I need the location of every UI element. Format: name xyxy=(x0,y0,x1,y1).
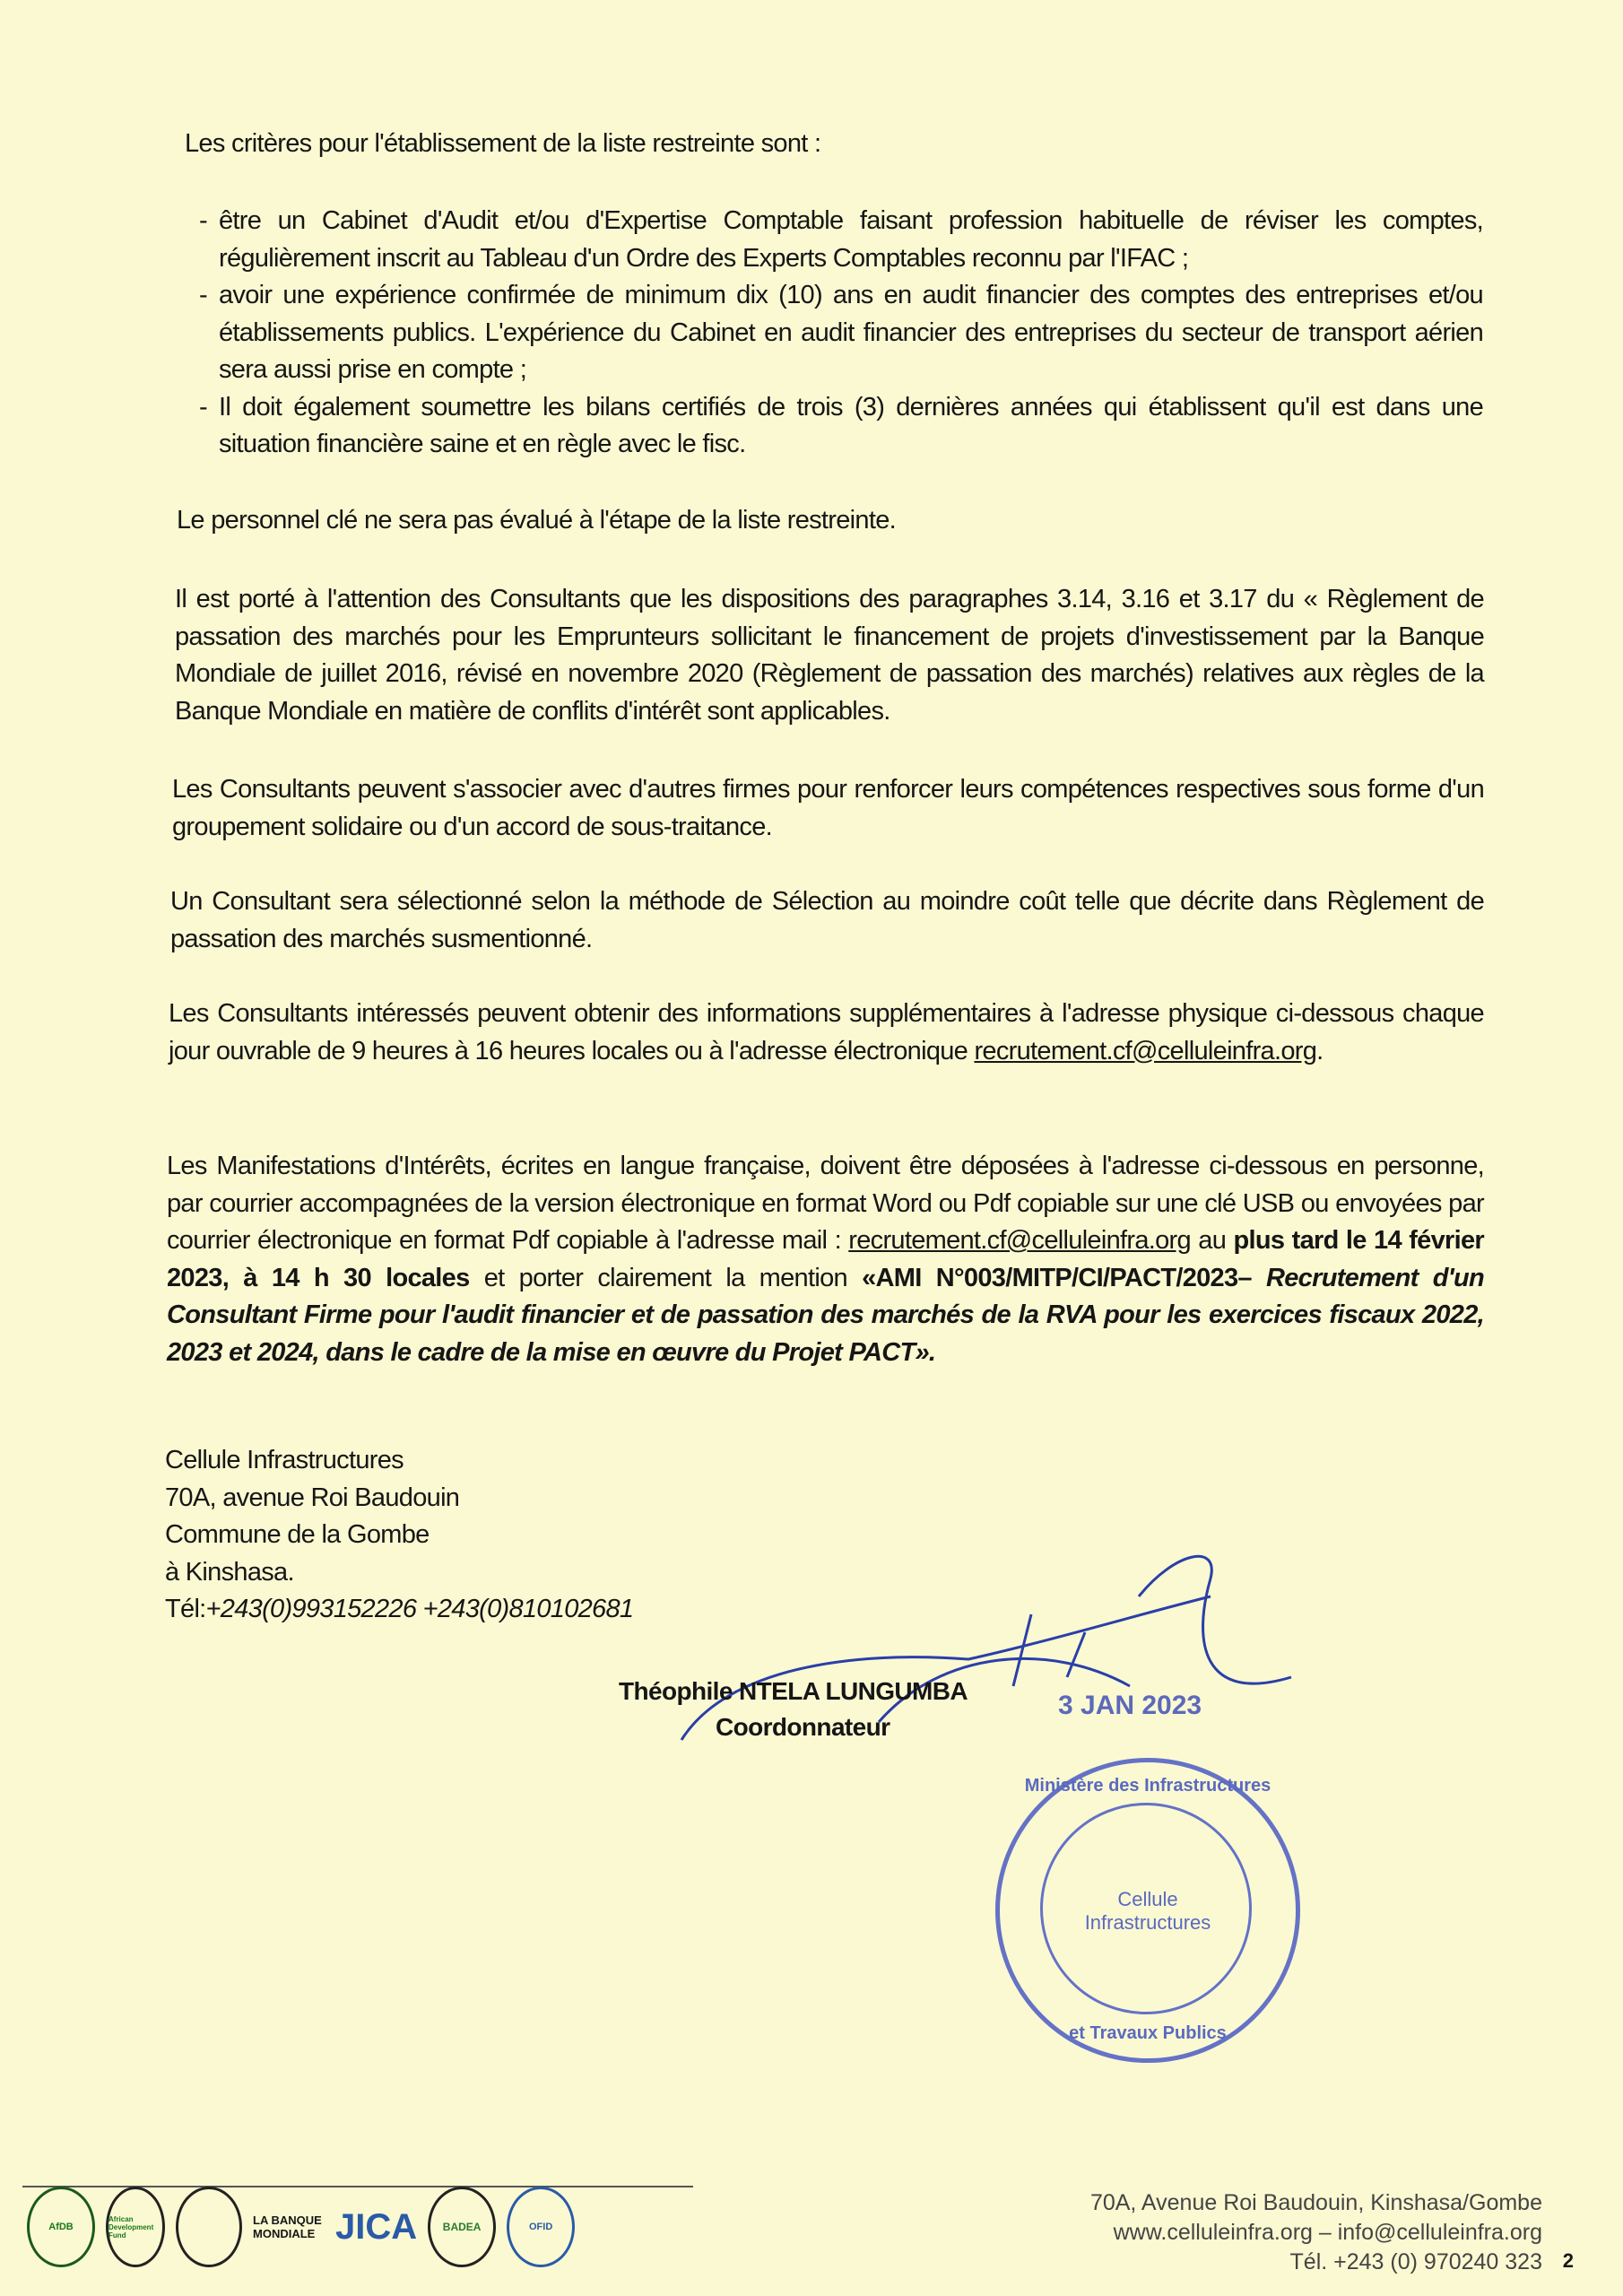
criteria-item: - Il doit également soumettre les bilans certifiés de trois (3) dernières années qui établissent qu'il est dans une situation financière saine et en règle avec le fisc. xyxy=(199,389,1483,464)
reference: «AMI N°003/MITP/CI/PACT/2023– xyxy=(862,1263,1252,1292)
submission-text: et porter clairement la mention xyxy=(469,1263,863,1292)
info-text: Les Consultants intéressés peuvent obtenir des informations supplémentaires à l'adresse physique ci-dessous chaque jour ouvrable de 9 heures à 16 heures locales ou à l'adresse électronique xyxy=(169,999,1484,1065)
paragraph-info xyxy=(169,996,1484,1070)
footer-web: www.celluleinfra.org – info@celluleinfra.org xyxy=(1113,2220,1542,2245)
afdb-logo: AfDB xyxy=(27,2187,95,2267)
submission-text: Les Manifestations d'Intérêts, écrites en langue française, doivent être déposées à l'adresse ci-dessous en personne, par courrier accompagnées de la version électronique en format Word ou Pdf copiable sur une clé USB ou envoyées par courrier électronique en format Pdf copiable à l'adresse mail : xyxy=(167,1152,1484,1255)
address-line: Commune de la Gombe xyxy=(165,1520,430,1549)
email-link[interactable]: recrutement.cf@celluleinfra.org xyxy=(848,1226,1191,1255)
footer-contact xyxy=(1090,2188,1542,2277)
partner-logos xyxy=(27,2178,575,2276)
signatory-name: Théophile NTELA LUNGUMBA xyxy=(619,1677,968,1705)
assignment-title: Recrutement d'un Consultant Firme pour l'audit financier et de passation des marchés de la RVA pour les exercices fiscaux 2022, 2023 et 2024, dans le cadre de la mise en œuvre du Projet PACT». xyxy=(167,1263,1484,1367)
ofid-logo: OFID xyxy=(507,2187,575,2267)
world-bank-globe-icon xyxy=(176,2187,242,2267)
address-block xyxy=(165,1442,633,1629)
world-bank-logo: LA BANQUE MONDIALE xyxy=(253,2213,322,2240)
criteria-item: - être un Cabinet d'Audit et/ou d'Expertise Comptable faisant profession habituelle de réviser les comptes, régulièrement inscrit au Tableau d'un Ordre des Experts Comptables reconnu par l'IFAC ; xyxy=(199,203,1483,277)
phone-line xyxy=(165,1591,633,1629)
phone-label: Tél: xyxy=(165,1595,206,1623)
signatory-title: Coordonnateur xyxy=(716,1713,890,1741)
paragraph-personnel: Le personnel clé ne sera pas évalué à l'étape de la liste restreinte. xyxy=(177,506,896,535)
deadline: plus tard le 14 février 2023, à 14 h 30 locales xyxy=(167,1226,1484,1292)
criteria-list xyxy=(199,203,1483,464)
badea-logo: BADEA xyxy=(428,2187,496,2267)
email-link[interactable]: recrutement.cf@celluleinfra.org xyxy=(974,1036,1317,1065)
criteria-item: - avoir une expérience confirmée de minimum dix (10) ans en audit financier des comptes des entreprises et/ou établissements publics. L'expérience du Cabinet en audit financier des entreprises du secteur de transport aérien sera aussi prise en compte ; xyxy=(199,277,1483,389)
paragraph-submission xyxy=(167,1148,1484,1371)
phone-numbers: +243(0)993152226 +243(0)810102681 xyxy=(205,1595,634,1623)
stamp-bottom-text: et Travaux Publics xyxy=(1069,2023,1227,2043)
jica-logo: JICA xyxy=(335,2206,418,2247)
paragraph-association: Les Consultants peuvent s'associer avec d'autres firmes pour renforcer leurs compétences respectives sous forme d'un groupement solidaire ou d'un accord de sous-traitance. xyxy=(172,775,1484,841)
stamp-date: 3 JAN 2023 xyxy=(1058,1691,1202,1720)
submission-text: au xyxy=(1190,1226,1234,1255)
page-number: 2 xyxy=(1562,2249,1574,2272)
footer-phone: Tél. +243 (0) 970240 323 xyxy=(1289,2249,1542,2274)
address-line: à Kinshasa. xyxy=(165,1557,294,1587)
stamp-center-text: Cellule Infrastructures xyxy=(1084,1888,1211,1934)
paragraph-conflicts: Il est porté à l'attention des Consultants que les dispositions des paragraphes 3.14, 3.16 et 3.17 du « Règlement de passation des marchés pour les Emprunteurs sollicitant le financement de projets d'investissement par la Banque Mondiale de juillet 2016, révisé en novembre 2020 (Règlement de passation des marchés) relatives aux règles de la Banque Mondiale en matière de conflits d'intérêt sont applicables. xyxy=(175,585,1484,726)
footer-address: 70A, Avenue Roi Baudouin, Kinshasa/Gombe xyxy=(1089,2190,1542,2215)
official-stamp xyxy=(995,1758,1300,2063)
adf-logo: African Development Fund xyxy=(106,2187,165,2267)
address-line: 70A, avenue Roi Baudouin xyxy=(165,1483,460,1512)
stamp-top-text: Ministère des Infrastructures xyxy=(1024,1776,1271,1796)
address-line: Cellule Infrastructures xyxy=(165,1446,404,1474)
criteria-heading: Les critères pour l'établissement de la liste restreinte sont : xyxy=(185,129,821,158)
paragraph-selection: Un Consultant sera sélectionné selon la méthode de Sélection au moindre coût telle que décrite dans Règlement de passation des marchés susmentionné. xyxy=(170,887,1484,953)
info-end: . xyxy=(1316,1036,1324,1065)
